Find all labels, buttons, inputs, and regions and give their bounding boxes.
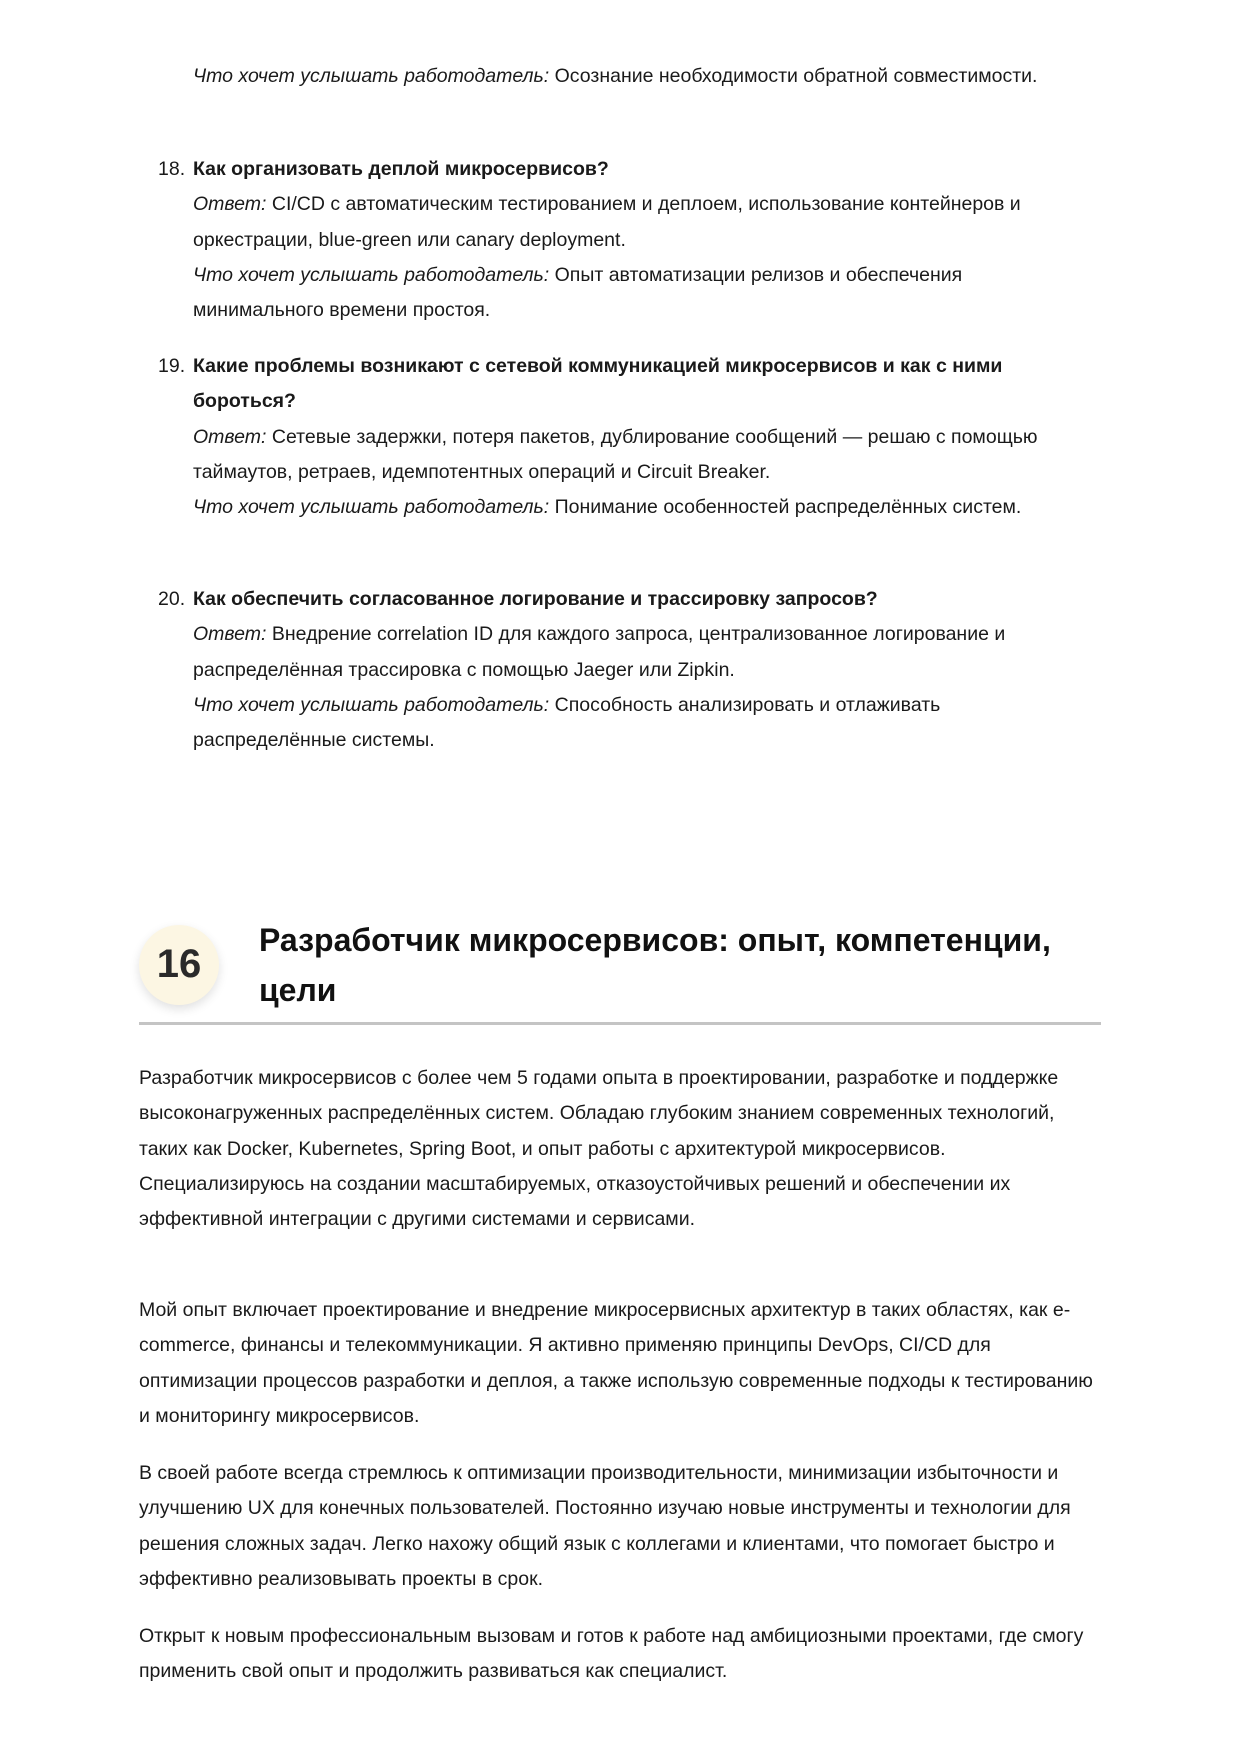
answer-text: CI/CD с автоматическим тестированием и деплоем, использование контейнеров и оркестрации, blue-green или canary deployment. bbox=[193, 193, 1021, 251]
question-text: Какие проблемы возникают с сетевой коммуникацией микросервисов и как с ними бороться? bbox=[193, 355, 1003, 413]
employer-text: Способность анализировать и отлаживать распределённые системы. bbox=[193, 693, 941, 752]
answer-label: Ответ: bbox=[193, 623, 267, 646]
question-item-18 bbox=[158, 152, 1108, 328]
paragraph: Разработчик микросервисов с более чем 5 годами опыта в проектировании, разработке и поддержке высоконагруженных распределённых систем. Обладаю глубоким знанием современных технологий, таких как Docker, Kubernetes, Spring Boot, и опыт работы с архитектурой микросервисов. Специализируюсь на создании масштабируемых, отказоустойчивых решений и обеспечении их эффективной интеграции с другими системами и сервисами. bbox=[139, 1067, 1059, 1231]
employer-text: Понимание особенностей распределённых систем. bbox=[554, 496, 1022, 519]
employer-text: Осознание необходимости обратной совместимости. bbox=[554, 65, 1038, 87]
question-text: Как обеспечить согласованное логирование и трассировку запросов? bbox=[193, 588, 878, 610]
employer-text: Опыт автоматизации релизов и обеспечения минимального времени простоя. bbox=[193, 263, 963, 322]
section-number-badge: 16 bbox=[139, 925, 219, 1005]
paragraph: Открыт к новым профессиональным вызовам и готов к работе над амбициозными проектами, где смогу применить свой опыт и продолжить развиваться как специалист. bbox=[139, 1625, 1084, 1683]
paragraph: Мой опыт включает проектирование и внедрение микросервисных архитектур в таких областях, как e-commerce, финансы и телекоммуникации. Я активно применяю принципы DevOps, CI/CD для оптимизации процессов разработки и деплоя, а также использую современные подходы к тестированию и мониторингу микросервисов. bbox=[139, 1299, 1093, 1427]
item-number: 18. bbox=[158, 158, 186, 180]
answer-text: Внедрение correlation ID для каждого запроса, централизованное логирование и распределённая трассировка с помощью Jaeger или Zipkin. bbox=[193, 623, 1006, 681]
answer-label: Ответ: bbox=[193, 425, 267, 448]
heading-divider bbox=[139, 1022, 1101, 1025]
previous-item-tail bbox=[158, 59, 1108, 94]
employer-label: Что хочет услышать работодатель: bbox=[193, 496, 550, 519]
question-text: Как организовать деплой микросервисов? bbox=[193, 158, 609, 180]
question-item-20 bbox=[158, 582, 1108, 758]
paragraph: В своей работе всегда стремлюсь к оптимизации производительности, минимизации избыточности и улучшению UX для конечных пользователей. Постоянно изучаю новые инструменты и технологии для решения сложных задач. Легко нахожу общий язык с коллегами и клиентами, что помогает быстро и эффективно реализовывать проекты в срок. bbox=[139, 1462, 1071, 1590]
item-number: 20. bbox=[158, 588, 186, 610]
answer-label: Ответ: bbox=[193, 193, 267, 216]
employer-label: Что хочет услышать работодатель: bbox=[193, 65, 550, 87]
answer-text: Сетевые задержки, потеря пакетов, дублирование сообщений — решаю с помощью таймаутов, ретраев, идемпотентных операций и Circuit Breaker. bbox=[193, 425, 1038, 483]
employer-label: Что хочет услышать работодатель: bbox=[193, 263, 550, 286]
question-item-19 bbox=[158, 349, 1108, 525]
section-heading: Разработчик микросервисов: опыт, компетенции, цели bbox=[259, 922, 1051, 1008]
item-number: 19. bbox=[158, 355, 186, 377]
employer-label: Что хочет услышать работодатель: bbox=[193, 693, 550, 716]
